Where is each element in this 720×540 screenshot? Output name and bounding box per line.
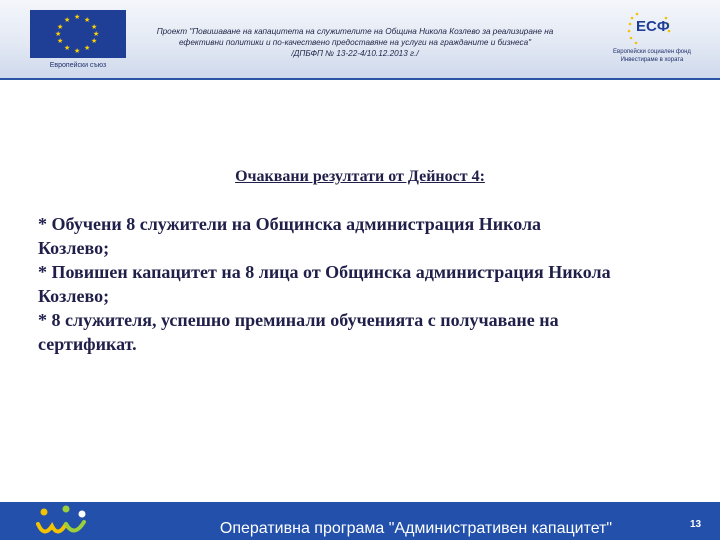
project-description — [120, 26, 590, 59]
operational-programme-logo-icon — [36, 502, 92, 540]
eu-flag-icon: ★ ★ ★ ★ ★ ★ ★ ★ ★ ★ ★ ★ — [30, 10, 126, 58]
esf-caption-line: Европейски социален фонд — [613, 49, 691, 55]
results-line: сертификат. — [38, 334, 137, 354]
results-line: * Обучени 8 служители на Общинска администрация Никола — [38, 214, 542, 234]
esf-title: ЕСФ — [636, 18, 670, 35]
esf-caption-line: Инвестираме в хората — [620, 57, 684, 63]
results-list — [38, 212, 698, 356]
project-line: Проект "Повишаване на капацитета на служителите на Община Никола Козлево за реализиране на — [156, 27, 554, 36]
results-line: Козлево; — [38, 286, 110, 306]
project-line: ефективни политики и по-качествено предоставяне на услуги на гражданите и бизнеса" — [178, 38, 532, 47]
slide-subtitle: Очаквани резултати от Дейност 4: — [235, 168, 485, 185]
esf-caption — [604, 48, 700, 64]
footer-title: Оперативна програма "Административен капацитет" — [219, 520, 613, 537]
results-line: Козлево; — [38, 238, 110, 258]
esf-logo — [604, 12, 700, 74]
eu-label: Европейски съюз — [49, 62, 107, 69]
results-line: * Повишен капацитет на 8 лица от Общинска администрация Никола — [38, 262, 611, 282]
header-divider — [0, 78, 720, 80]
eu-logo — [30, 10, 126, 72]
project-line: /ДПБФП № 13-22-4/10.12.2013 г./ — [291, 49, 419, 58]
results-line: * 8 служителя, успешно преминали обученията с получаване на — [38, 310, 559, 330]
page-number: 13 — [690, 519, 702, 530]
